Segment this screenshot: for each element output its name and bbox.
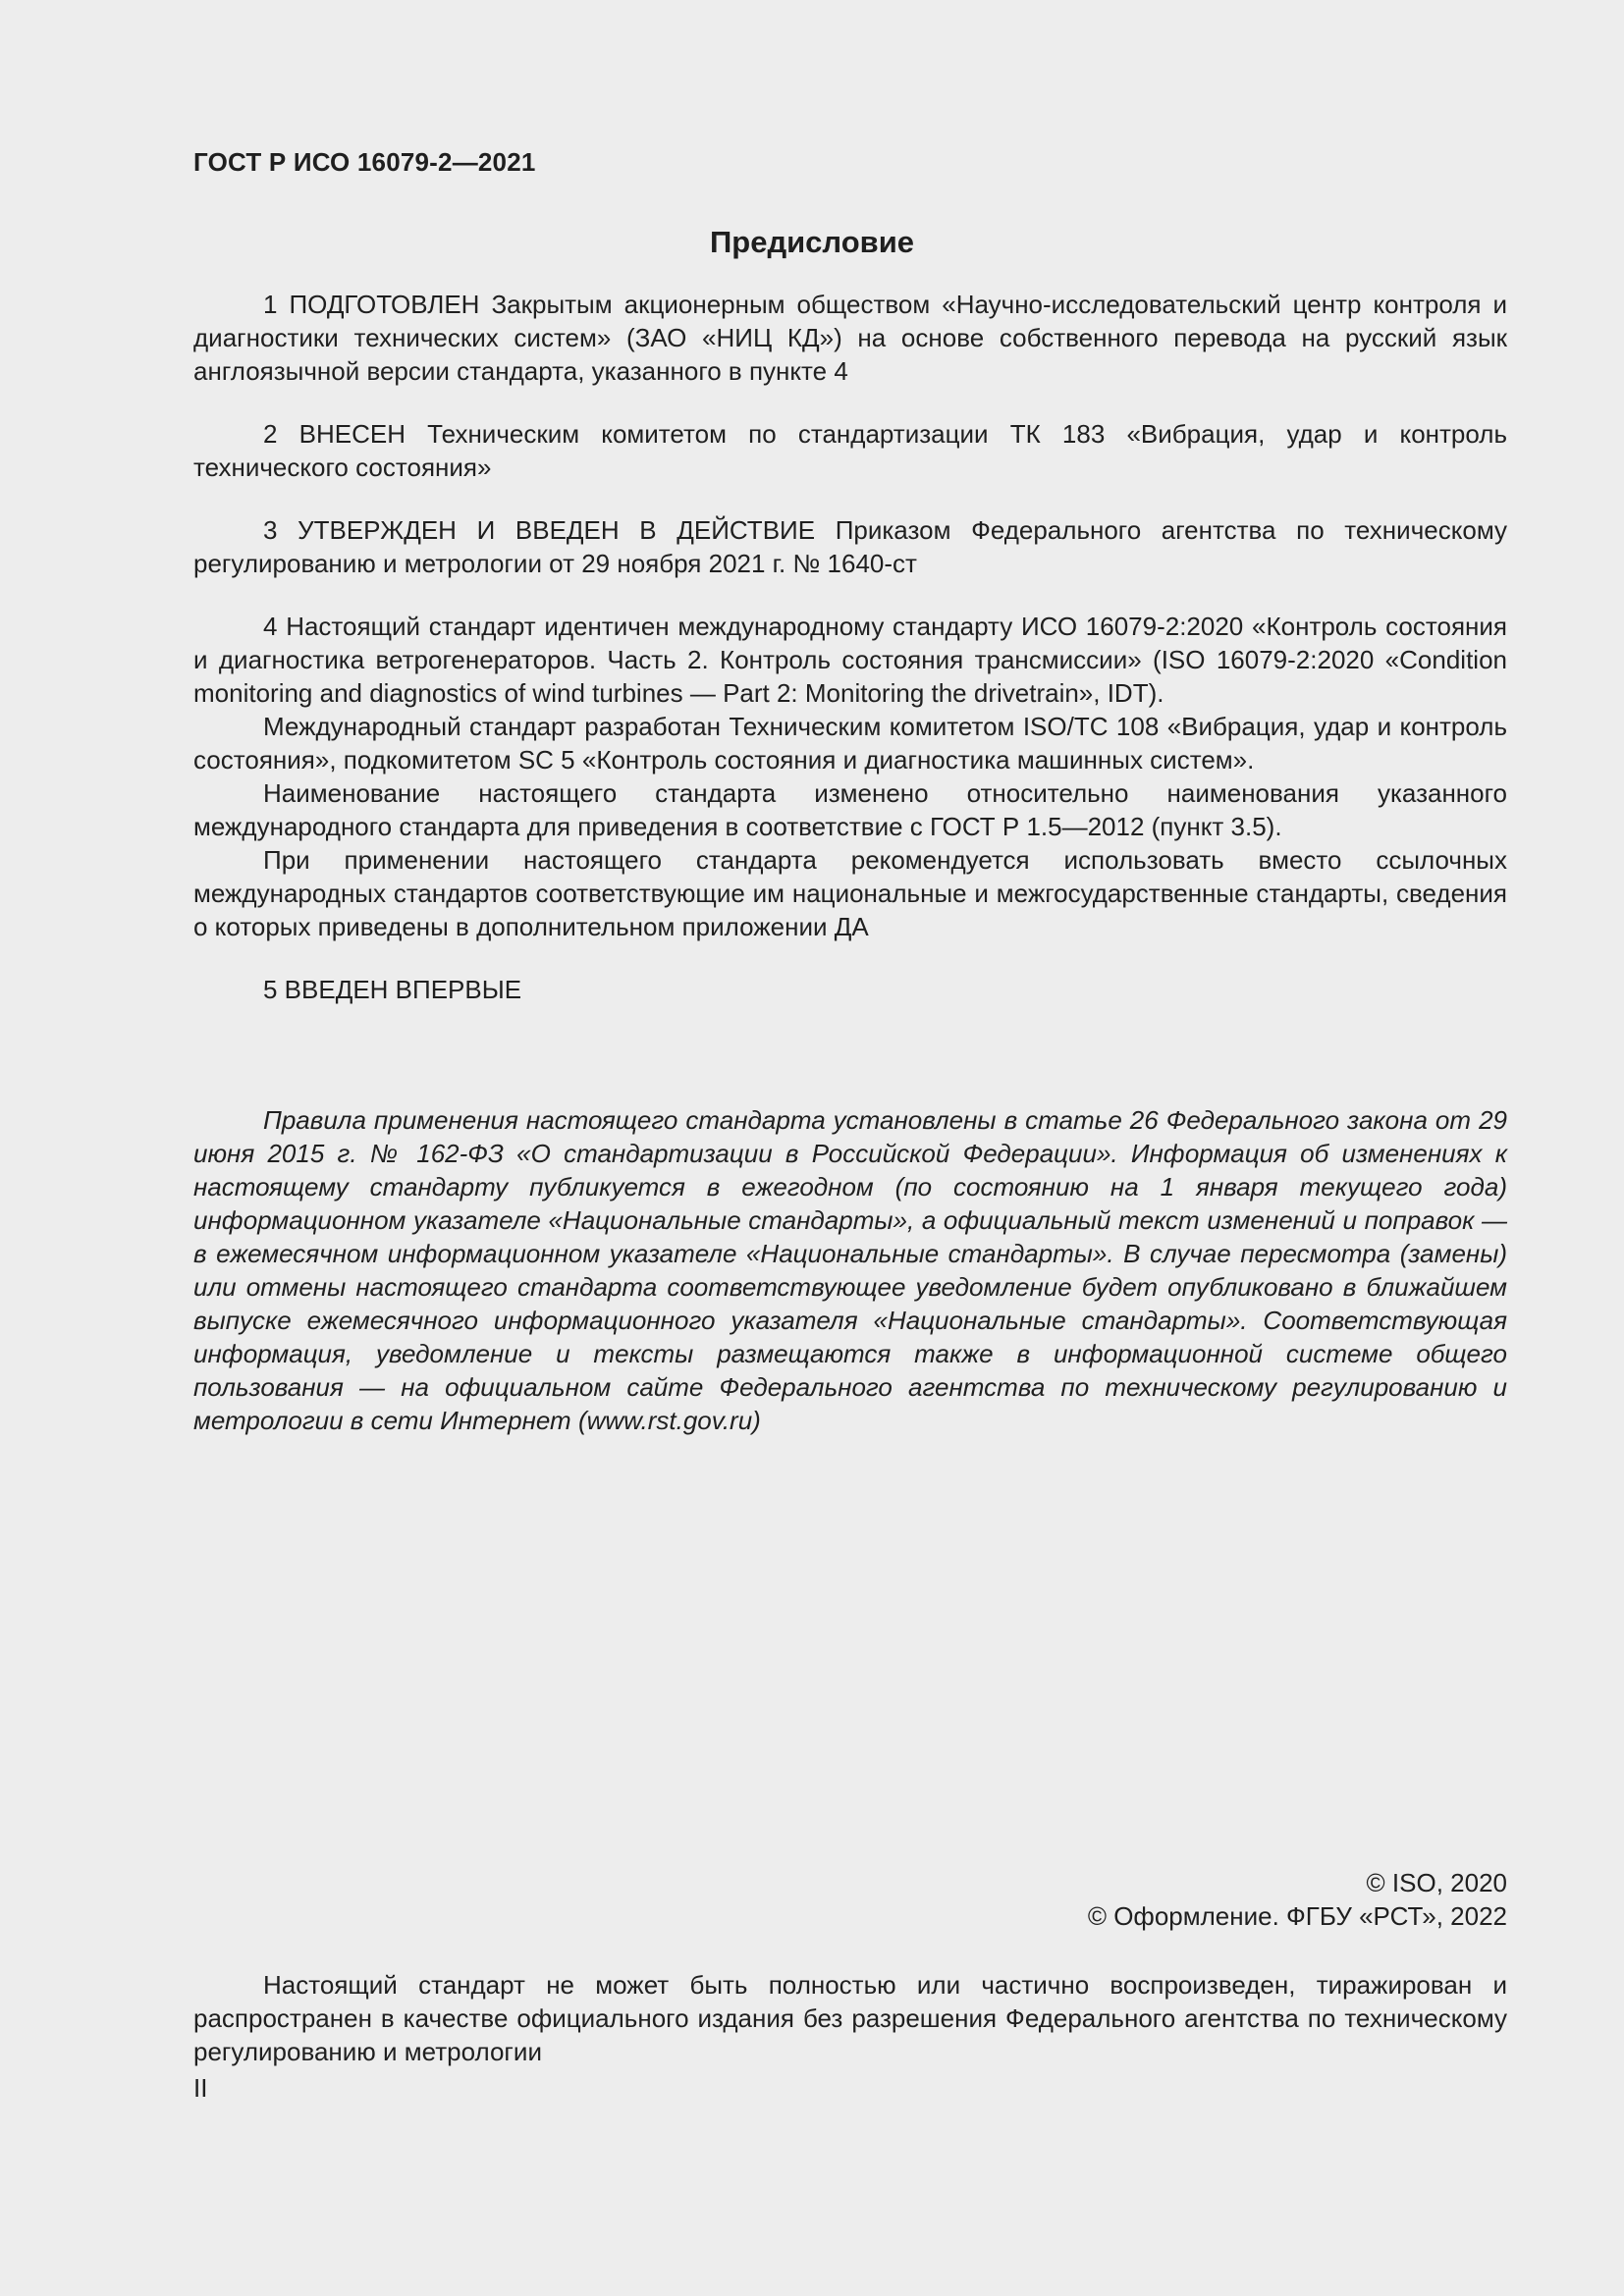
rules-notice: Правила применения настоящего стандарта установлены в статье 26 Федерального закона от 29 июня 2015 г. № 162-ФЗ «О стандартизации в Российской Федерации». Информация об изменениях к настоящему стандарту публикуется в ежегодном (по состоянию на 1 января текущего года) информационном указателе «Национальные стандарты», а официальный текст изменений и поправок — в ежемесячном информационном указателе «Национальные стандарты». В случае пересмотра (замены) или отмены настоящего стандарта соответствующее уведомление будет опубликовано в ближайшем выпуске ежемесячного информационного указателя «Национальные стандарты». Соответствующая информация, уведомление и тексты размещаются также в информационной системе общего пользования — на официальном сайте Федерального агентства по техническому регулированию и метрологии в сети Интернет (www.rst.gov.ru) xyxy=(193,1105,1507,1435)
copyright-iso: © ISO, 2020 xyxy=(1366,1868,1507,1897)
page-number: II xyxy=(193,2073,208,2103)
section-4-references: При применении настоящего стандарта рекомендуется использовать вместо ссылочных международных стандартов соответствующие им национальные и межгосударственные стандарты, сведения о которых приведены в дополнительном приложении ДА xyxy=(193,845,1507,941)
document-header: ГОСТ Р ИСО 16079-2—2021 xyxy=(193,147,536,177)
section-4-developer: Международный стандарт разработан Техническим комитетом ISO/TC 108 «Вибрация, удар и контроль состояния», подкомитетом SC 5 «Контроль состояния и диагностика машинных систем». xyxy=(193,712,1507,774)
foreword-body xyxy=(193,288,1507,1006)
rules-notice-block xyxy=(193,1103,1507,1437)
section-3-approved: 3 УТВЕРЖДЕН И ВВЕДЕН В ДЕЙСТВИЕ Приказом Федерального агентства по техническому регулированию и метрологии от 29 ноября 2021 г. № 1640-ст xyxy=(193,515,1507,578)
section-1-prepared: 1 ПОДГОТОВЛЕН Закрытым акционерным обществом «Научно-исследовательский центр контроля и диагностики технических систем» (ЗАО «НИЦ КД») на основе собственного перевода на русский язык англоязычной версии стандарта, указанного в пункте 4 xyxy=(193,290,1507,386)
section-4-name-change: Наименование настоящего стандарта изменено относительно наименования указанного международного стандарта для приведения в соответствие с ГОСТ Р 1.5—2012 (пункт 3.5). xyxy=(193,778,1507,841)
reproduction-block xyxy=(193,1968,1507,2068)
reproduction-notice: Настоящий стандарт не может быть полностью или частично воспроизведен, тиражирован и распространен в качестве официального издания без разрешения Федерального агентства по техническому регулированию и метрологии xyxy=(193,1970,1507,2066)
page-title: Предисловие xyxy=(709,225,914,259)
section-2-introduced: 2 ВНЕСЕН Техническим комитетом по стандартизации ТК 183 «Вибрация, удар и контроль технического состояния» xyxy=(193,419,1507,482)
copyright-block xyxy=(193,1866,1507,1933)
section-5-first-time: 5 ВВЕДЕН ВПЕРВЫЕ xyxy=(263,975,522,1004)
copyright-rst: © Оформление. ФГБУ «РСТ», 2022 xyxy=(1087,1901,1507,1931)
section-4-identical: 4 Настоящий стандарт идентичен международному стандарту ИСО 16079-2:2020 «Контроль состояния и диагностика ветрогенераторов. Часть 2. Контроль состояния трансмиссии» (ISO 16079-2:2020 «Condition monitoring and diagnostics of wind turbines — Part 2: Monitoring the drivetrain», IDT). xyxy=(193,612,1507,708)
